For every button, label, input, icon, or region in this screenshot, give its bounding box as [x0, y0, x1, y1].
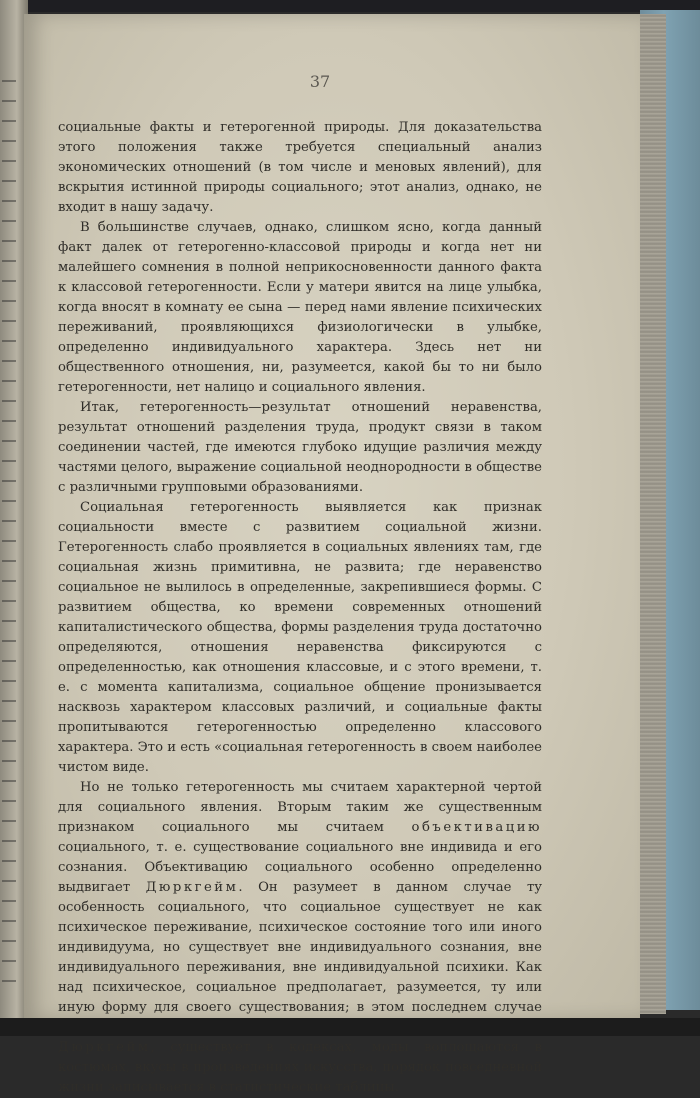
left-page-text-line	[2, 480, 16, 482]
left-page-text-line	[2, 280, 16, 282]
left-page-text-line	[2, 720, 16, 722]
left-page-text-line	[2, 320, 16, 322]
text-run: , существует в кодексах, моды воплощаются в костюмах, вкусы в произведениях искусства, порядок повседневной жизни записывается в статистические таблицы.	[58, 1040, 542, 1095]
left-page-text-line	[2, 400, 16, 402]
left-page-text-line	[2, 740, 16, 742]
left-page-text-line	[2, 640, 16, 642]
page-text	[58, 118, 542, 1098]
left-page-text-line	[2, 420, 16, 422]
left-page-text-line	[2, 840, 16, 842]
left-page-text-line	[2, 760, 16, 762]
page-number: 37	[309, 72, 331, 91]
text-run: Но не только гетерогенность мы считаем характерной чертой для социального явления. Вторым таким же существенным признаком социального мы считаем	[58, 780, 542, 835]
emphasized-term: объективацию	[411, 820, 542, 835]
left-page-text-line	[2, 880, 16, 882]
left-page-text-line	[2, 140, 16, 142]
emphasized-term: Дюркгейм	[58, 1040, 151, 1055]
left-page-text-line	[2, 180, 16, 182]
left-page-text-line	[2, 660, 16, 662]
text-run: социальные факты и гетерогенной природы. Для доказательства этого положения также требуется специальный анализ экономических отношений (в том числе и меновых явлений), для вскрытия истинной природы социального; этот анализ, однако, не входит в нашу задачу.	[58, 120, 542, 215]
left-page-text-line	[2, 940, 16, 942]
left-page-text-line	[2, 260, 16, 262]
left-page-text-line	[2, 340, 16, 342]
paragraph	[58, 778, 542, 1098]
left-page-text-line	[2, 700, 16, 702]
left-page-text-line	[2, 100, 16, 102]
text-run: Социальная гетерогенность выявляется как признак социальности вместе с развитием социальной жизни. Гетерогенность слабо проявляется в социальных явлениях там, где социальная жизнь примитивна, не развита; где неравенство социальное не вылилось в определенные, закрепившиеся формы. С развитием общества, ко времени современных отношений капиталистического общества, формы разделения труда достаточно определяются, отношения неравенства фиксируются с определенностью, как отношения классовые, и с этого времени, т. е. с момента капитализма, социальное общение пронизывается насквозь характером классовых различий, и социальные факты пропитываются гетерогенностью определенно классового характера. Это и есть «социальная гетерогенность в своем наиболее чистом виде.	[58, 500, 542, 775]
paragraph	[58, 118, 542, 218]
left-page-text-line	[2, 200, 16, 202]
left-page-text-line	[2, 160, 16, 162]
emphasized-term: Дюркгейм	[145, 880, 239, 895]
left-page-text-line	[2, 800, 16, 802]
left-page-text-line	[2, 360, 16, 362]
left-page-text-line	[2, 240, 16, 242]
left-page-text-line	[2, 440, 16, 442]
left-page-text-line	[2, 960, 16, 962]
photo-background-top	[0, 0, 700, 12]
paragraph	[58, 218, 542, 398]
left-page-text-line	[2, 300, 16, 302]
left-page-text-line	[2, 600, 16, 602]
left-page-text-line	[2, 820, 16, 822]
left-page-text-line	[2, 80, 16, 82]
text-run: В большинстве случаев, однако, слишком ясно, когда данный факт далек от гетерогенно-классовой природы и когда нет ни малейшего сомнения в полной неприкосновенности данного факта к классовой гетерогенности. Если у матери явится на лице улыбка, когда вносят в комнату ее сына — перед нами явление психических переживаний, проявляющихся физиологически в улыбке, определенно индивидуального характера. Здесь нет ни общественного отношения, ни, разумеется, какой бы то ни было гетерогенности, нет налицо и социального явления.	[58, 220, 542, 395]
left-page-text-line	[2, 520, 16, 522]
left-page-text-line	[2, 980, 16, 982]
left-page-text-line	[2, 920, 16, 922]
left-page-text-line	[2, 620, 16, 622]
left-page-text-line	[2, 460, 16, 462]
left-page-text-line	[2, 680, 16, 682]
left-page-text-line	[2, 120, 16, 122]
left-page-text-line	[2, 380, 16, 382]
photo-background-bottom	[0, 1018, 700, 1036]
left-page-text-line	[2, 900, 16, 902]
left-page-text-line	[2, 220, 16, 222]
left-page-text-line	[2, 780, 16, 782]
text-run: . Он разумеет в данном случае ту особенность социального, что социальное существует не как психическое переживание, психическое состояние того или иного индивидуума, но существует вне индивидуального сознания, вне индивидуального переживания, вне индивидуальной психики. Как над психическое, социальное предполагает, разумеется, ту или иную форму для своего существования; в этом последнем случае	[58, 880, 542, 1015]
text-run: Итак, гетерогенность—результат отношений неравенства, результат отношений разделения труда, продукт связи в таком соединении частей, где имеются глубоко идущие различия между частями целого, выражение социальной неоднородности в обществе с различными групповыми образованиями.	[58, 400, 542, 495]
page-block-edge	[636, 14, 666, 1014]
left-page-text-line	[2, 860, 16, 862]
text-run: социального, т. е. существование социального вне индивида и его сознания. Объективацию социального особенно определенно выдвигает	[58, 840, 542, 895]
left-page-text-line	[2, 560, 16, 562]
paragraph	[58, 498, 542, 778]
left-page-text-line	[2, 500, 16, 502]
left-page-text-line	[2, 580, 16, 582]
left-page-text-line	[2, 540, 16, 542]
paragraph	[58, 398, 542, 498]
